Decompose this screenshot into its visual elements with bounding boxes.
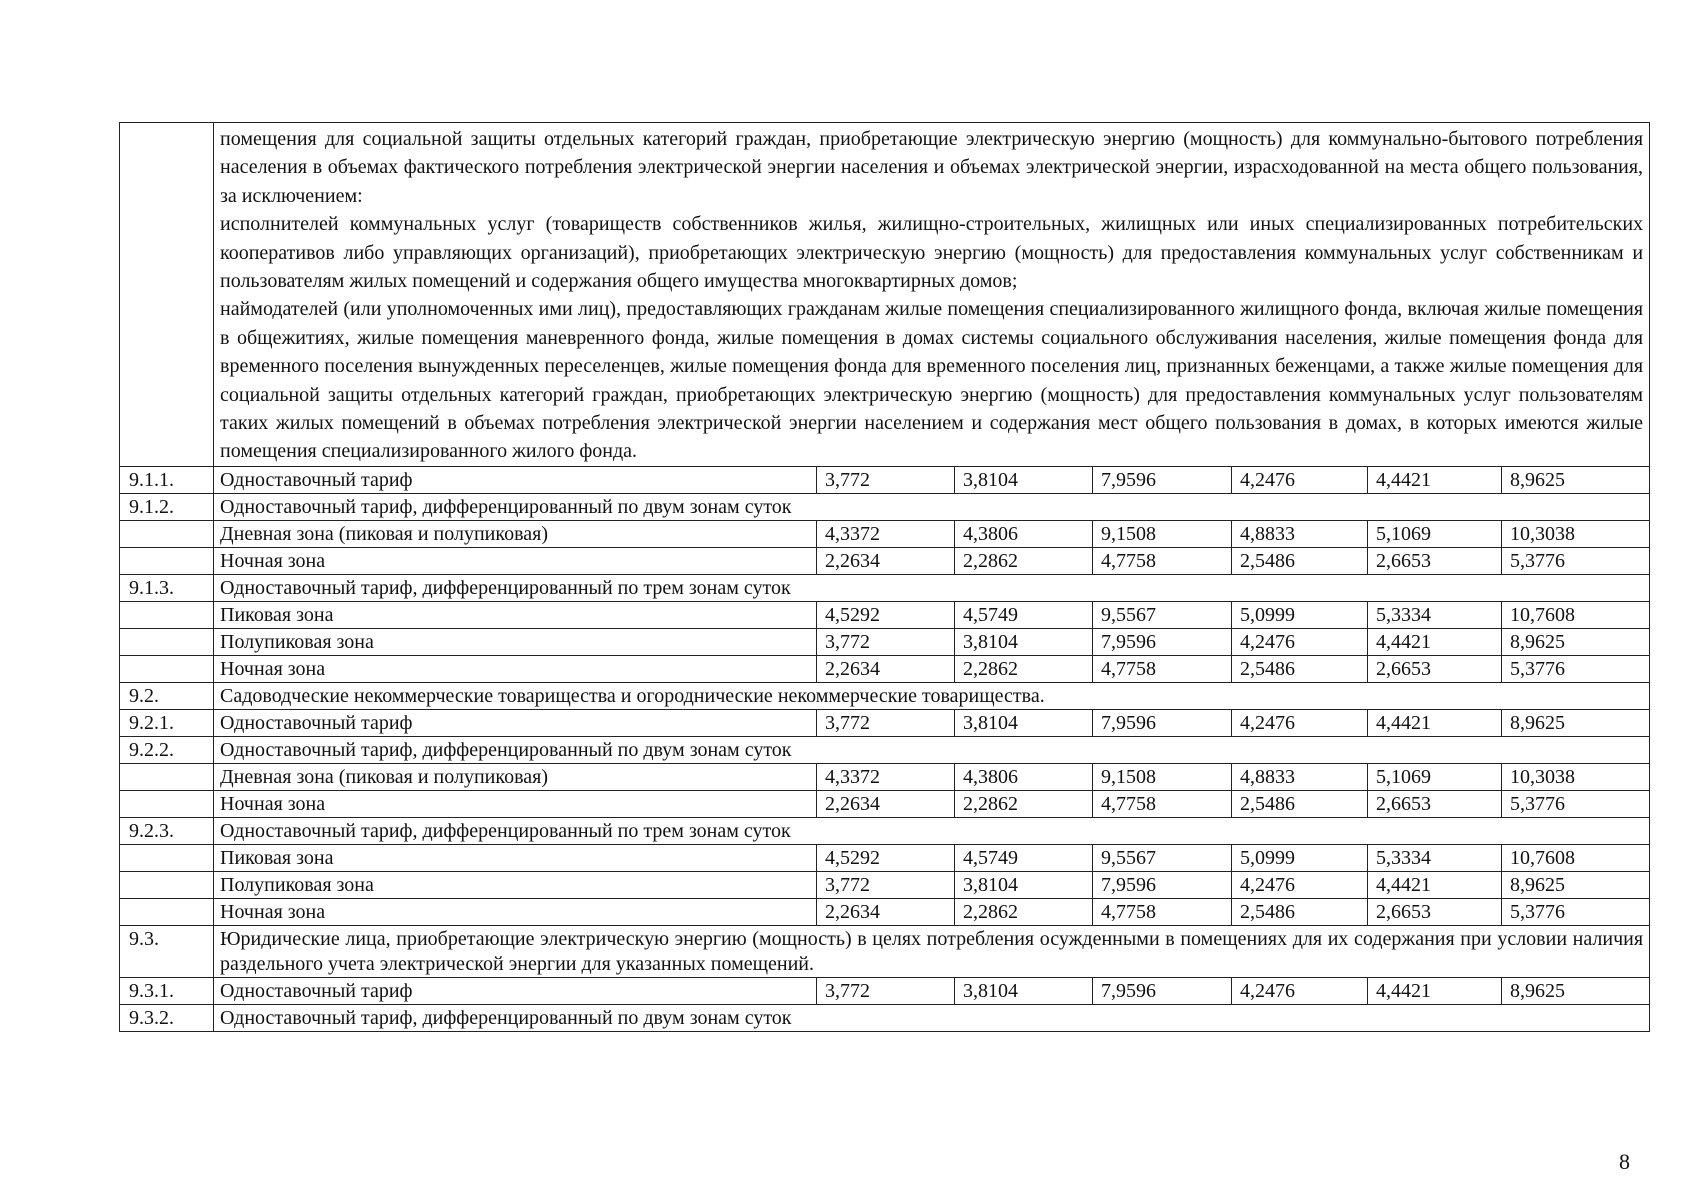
- tariff-value-cell: 9,5567: [1093, 844, 1232, 871]
- tariff-value-cell: 9,5567: [1093, 601, 1232, 628]
- tariff-value-cell: 4,4421: [1368, 977, 1502, 1004]
- table-row: [120, 574, 1650, 601]
- tariff-value-cell: 4,7758: [1093, 898, 1232, 925]
- page-number: 8: [1619, 1149, 1630, 1174]
- row-number-cell: [120, 898, 214, 925]
- document-page: [119, 122, 1649, 1032]
- row-label-cell: Садоводческие некоммерческие товарищества и огороднические некоммерческие товарищества.: [214, 682, 1650, 709]
- tariff-value-cell: 4,4421: [1368, 871, 1502, 898]
- row-number-cell: 9.2.2.: [120, 736, 214, 763]
- table-row: [120, 466, 1650, 493]
- tariff-value-cell: 4,3806: [955, 520, 1093, 547]
- row-label-cell: Дневная зона (пиковая и полупиковая): [214, 763, 817, 790]
- tariff-value-cell: 4,3806: [955, 763, 1093, 790]
- tariff-value-cell: 4,5292: [817, 844, 955, 871]
- tariff-value-cell: 4,2476: [1232, 628, 1368, 655]
- table-row: [120, 601, 1650, 628]
- tariff-value-cell: 5,3334: [1368, 844, 1502, 871]
- tariff-value-cell: 5,3776: [1502, 547, 1650, 574]
- tariff-value-cell: 4,5749: [955, 844, 1093, 871]
- tariff-value-cell: 7,9596: [1093, 977, 1232, 1004]
- table-row: [120, 790, 1650, 817]
- tariff-value-cell: 5,1069: [1368, 763, 1502, 790]
- row-number-cell: 9.2.3.: [120, 817, 214, 844]
- tariff-value-cell: 2,5486: [1232, 655, 1368, 682]
- table-row: [120, 547, 1650, 574]
- table-row: [120, 925, 1650, 977]
- table-row: [120, 655, 1650, 682]
- tariff-value-cell: 5,0999: [1232, 601, 1368, 628]
- row-label-cell: Одноставочный тариф, дифференцированный по двум зонам суток: [214, 1004, 1650, 1031]
- tariff-value-cell: 3,8104: [955, 709, 1093, 736]
- tariff-value-cell: 10,3038: [1502, 763, 1650, 790]
- tariff-value-cell: 9,1508: [1093, 763, 1232, 790]
- row-number-cell: 9.1.1.: [120, 466, 214, 493]
- tariff-value-cell: 2,6653: [1368, 655, 1502, 682]
- tariff-value-cell: 2,2634: [817, 790, 955, 817]
- row-label-cell: Одноставочный тариф, дифференцированный по трем зонам суток: [214, 574, 1650, 601]
- row-number-cell: [120, 763, 214, 790]
- tariff-table: [119, 122, 1650, 1032]
- intro-paragraph: исполнителей коммунальных услуг (товариществ собственников жилья, жилищно-строительных, жилищных или иных специализированных потребительских кооперативов либо управляющих организаций), приобретающих электрическую энергию (мощность) для предоставления коммунальных услуг собственникам и пользователям жилых помещений и содержания общего имущества многоквартирных домов;: [220, 213, 1644, 293]
- tariff-value-cell: 10,3038: [1502, 520, 1650, 547]
- tariff-value-cell: 3,772: [817, 871, 955, 898]
- row-number-cell: [120, 844, 214, 871]
- tariff-value-cell: 2,6653: [1368, 790, 1502, 817]
- tariff-value-cell: 4,4421: [1368, 628, 1502, 655]
- tariff-value-cell: 2,5486: [1232, 790, 1368, 817]
- row-label-cell: Одноставочный тариф: [214, 977, 817, 1004]
- table-row: [120, 736, 1650, 763]
- row-number-cell: 9.2.1.: [120, 709, 214, 736]
- row-number-cell: [120, 871, 214, 898]
- intro-text-cell: [214, 123, 1650, 467]
- tariff-value-cell: 2,2862: [955, 655, 1093, 682]
- tariff-value-cell: 4,8833: [1232, 520, 1368, 547]
- tariff-value-cell: 3,8104: [955, 871, 1093, 898]
- tariff-value-cell: 4,4421: [1368, 709, 1502, 736]
- row-label-cell: Ночная зона: [214, 655, 817, 682]
- tariff-value-cell: 5,0999: [1232, 844, 1368, 871]
- tariff-value-cell: 4,7758: [1093, 655, 1232, 682]
- tariff-value-cell: 4,8833: [1232, 763, 1368, 790]
- tariff-value-cell: 5,3776: [1502, 655, 1650, 682]
- tariff-value-cell: 4,2476: [1232, 977, 1368, 1004]
- row-label-cell: Дневная зона (пиковая и полупиковая): [214, 520, 817, 547]
- tariff-value-cell: 5,3334: [1368, 601, 1502, 628]
- tariff-value-cell: 4,7758: [1093, 547, 1232, 574]
- table-row: [120, 628, 1650, 655]
- tariff-value-cell: 7,9596: [1093, 466, 1232, 493]
- tariff-value-cell: 3,772: [817, 466, 955, 493]
- tariff-value-cell: 2,6653: [1368, 898, 1502, 925]
- row-label-cell: Пиковая зона: [214, 844, 817, 871]
- tariff-value-cell: 8,9625: [1502, 466, 1650, 493]
- tariff-value-cell: 7,9596: [1093, 871, 1232, 898]
- row-number-cell: [120, 628, 214, 655]
- row-number-cell: [120, 655, 214, 682]
- row-label-cell: Одноставочный тариф, дифференцированный по двум зонам суток: [214, 493, 1650, 520]
- tariff-value-cell: 2,6653: [1368, 547, 1502, 574]
- tariff-value-cell: 9,1508: [1093, 520, 1232, 547]
- tariff-value-cell: 5,3776: [1502, 898, 1650, 925]
- tariff-value-cell: 3,8104: [955, 466, 1093, 493]
- tariff-value-cell: 8,9625: [1502, 871, 1650, 898]
- row-label-cell: Ночная зона: [214, 547, 817, 574]
- tariff-value-cell: 8,9625: [1502, 628, 1650, 655]
- tariff-value-cell: 2,2634: [817, 547, 955, 574]
- row-label-cell: Одноставочный тариф: [214, 709, 817, 736]
- row-label-cell: Ночная зона: [214, 790, 817, 817]
- tariff-value-cell: 2,5486: [1232, 547, 1368, 574]
- row-label-cell: Пиковая зона: [214, 601, 817, 628]
- tariff-value-cell: 7,9596: [1093, 628, 1232, 655]
- tariff-value-cell: 2,5486: [1232, 898, 1368, 925]
- tariff-value-cell: 5,3776: [1502, 790, 1650, 817]
- tariff-value-cell: 3,772: [817, 709, 955, 736]
- tariff-value-cell: 3,772: [817, 628, 955, 655]
- table-row: [120, 871, 1650, 898]
- tariff-value-cell: 3,8104: [955, 628, 1093, 655]
- tariff-value-cell: 5,1069: [1368, 520, 1502, 547]
- row-number-cell: 9.3.1.: [120, 977, 214, 1004]
- row-label-cell: Одноставочный тариф, дифференцированный по двум зонам суток: [214, 736, 1650, 763]
- row-label-cell: Юридические лица, приобретающие электрическую энергию (мощность) в целях потребления осужденными в помещениях для их содержания при условии наличия раздельного учета электрической энергии для указанных помещений.: [214, 925, 1650, 977]
- tariff-value-cell: 2,2862: [955, 790, 1093, 817]
- table-row: [120, 844, 1650, 871]
- tariff-value-cell: 8,9625: [1502, 709, 1650, 736]
- table-row: [120, 520, 1650, 547]
- tariff-value-cell: 4,2476: [1232, 709, 1368, 736]
- table-row: [120, 1004, 1650, 1031]
- row-label-cell: Одноставочный тариф, дифференцированный по трем зонам суток: [214, 817, 1650, 844]
- tariff-value-cell: 4,3372: [817, 520, 955, 547]
- tariff-value-cell: 2,2862: [955, 898, 1093, 925]
- tariff-value-cell: 7,9596: [1093, 709, 1232, 736]
- row-number-cell: 9.2.: [120, 682, 214, 709]
- row-number-cell: 9.3.2.: [120, 1004, 214, 1031]
- row-label-cell: Полупиковая зона: [214, 871, 817, 898]
- tariff-value-cell: 4,7758: [1093, 790, 1232, 817]
- table-row: [120, 709, 1650, 736]
- row-number-cell: 9.3.: [120, 925, 214, 977]
- table-row: [120, 763, 1650, 790]
- intro-paragraph: наймодателей (или уполномоченных ими лиц), предоставляющих гражданам жилые помещения специализированного жилищного фонда, включая жилые помещения в общежитиях, жилые помещения маневренного фонда, жилые помещения в домах системы социального обслуживания населения, жилые помещения фонда для временного поселения вынужденных переселенцев, жилые помещения фонда для временного поселения лиц, признанных беженцами, а также жилые помещения для социальной защиты отдельных категорий граждан, приобретающих электрическую энергию (мощность) для предоставления коммунальных услуг пользователям таких жилых помещений в объемах потребления электрической энергии населением и содержания мест общего пользования в домах, в которых имеются жилые помещения специализированного жилого фонда.: [220, 298, 1644, 463]
- table-row: [120, 898, 1650, 925]
- tariff-value-cell: 4,4421: [1368, 466, 1502, 493]
- intro-paragraph: помещения для социальной защиты отдельных категорий граждан, приобретающие электрическую энергию (мощность) для коммунально-бытового потребления населения в объемах фактического потребления электрической энергии населения и объемах электрической энергии, израсходованной на места общего пользования, за исключением:: [220, 128, 1644, 207]
- row-label-cell: Одноставочный тариф: [214, 466, 817, 493]
- row-number-cell: 9.1.3.: [120, 574, 214, 601]
- row-label-cell: Полупиковая зона: [214, 628, 817, 655]
- tariff-value-cell: 2,2634: [817, 898, 955, 925]
- table-row: [120, 817, 1650, 844]
- tariff-value-cell: 4,5749: [955, 601, 1093, 628]
- table-row: [120, 977, 1650, 1004]
- tariff-value-cell: 4,2476: [1232, 871, 1368, 898]
- row-label-cell: Ночная зона: [214, 898, 817, 925]
- intro-num-cell: [120, 123, 214, 467]
- tariff-value-cell: 10,7608: [1502, 601, 1650, 628]
- tariff-value-cell: 3,8104: [955, 977, 1093, 1004]
- tariff-value-cell: 4,3372: [817, 763, 955, 790]
- tariff-value-cell: 10,7608: [1502, 844, 1650, 871]
- table-row: [120, 682, 1650, 709]
- tariff-value-cell: 2,2634: [817, 655, 955, 682]
- row-number-cell: [120, 520, 214, 547]
- row-number-cell: 9.1.2.: [120, 493, 214, 520]
- tariff-value-cell: 4,2476: [1232, 466, 1368, 493]
- row-number-cell: [120, 790, 214, 817]
- table-row: [120, 493, 1650, 520]
- intro-row: [120, 123, 1650, 467]
- row-number-cell: [120, 547, 214, 574]
- tariff-value-cell: 2,2862: [955, 547, 1093, 574]
- tariff-value-cell: 3,772: [817, 977, 955, 1004]
- tariff-value-cell: 4,5292: [817, 601, 955, 628]
- tariff-value-cell: 8,9625: [1502, 977, 1650, 1004]
- row-number-cell: [120, 601, 214, 628]
